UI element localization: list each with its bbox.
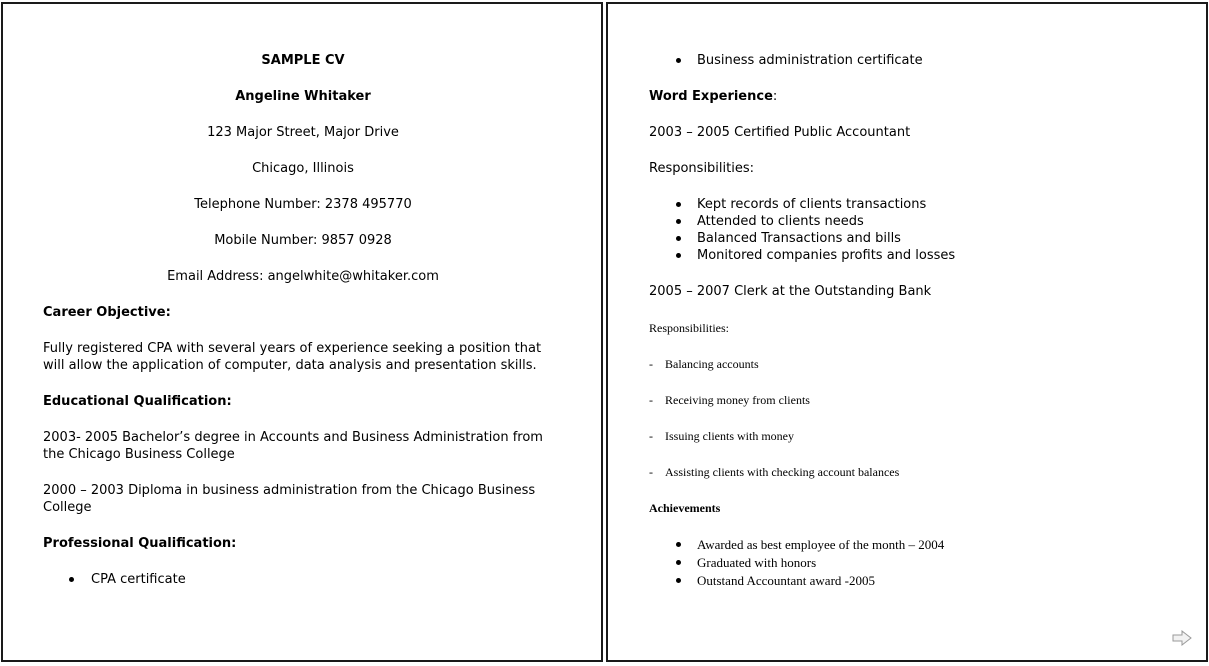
responsibilities-heading-1: Responsibilities: [649, 161, 754, 176]
bullet-icon [676, 58, 681, 63]
list-item: Business administration certificate [697, 53, 923, 68]
educational-qualification-heading: Educational Qualification: [43, 394, 232, 409]
list-item: Balanced Transactions and bills [697, 231, 901, 246]
dash-icon: - [649, 465, 653, 479]
list-item: Awarded as best employee of the month – 2004 [697, 537, 945, 552]
job-entry-2: 2005 – 2007 Clerk at the Outstanding Bank [649, 284, 932, 299]
dash-icon: - [649, 393, 653, 407]
career-objective-heading: Career Objective: [43, 305, 171, 320]
responsibilities-heading-2: Responsibilities: [649, 321, 730, 335]
bullet-icon [676, 560, 681, 565]
bullet-icon [69, 577, 74, 582]
list-item: Graduated with honors [697, 555, 817, 570]
mobile-number: Mobile Number: 9857 0928 [214, 233, 392, 248]
address-line-2: Chicago, Illinois [252, 161, 354, 176]
bullet-icon [676, 542, 681, 547]
list-item: Balancing accounts [665, 357, 759, 371]
bullet-icon [676, 578, 681, 583]
career-objective-text: Fully registered CPA with several years of experience seeking a position that will allow the application of computer, data analysis and presentation skills. [43, 341, 542, 373]
job-entry-1: 2003 – 2005 Certified Public Accountant [649, 125, 911, 140]
education-entry-1: 2003- 2005 Bachelor’s degree in Accounts and Business Administration from the Chicago Business College [43, 430, 543, 462]
email-address: Email Address: angelwhite@whitaker.com [167, 269, 439, 284]
list-item: Outstand Accountant award -2005 [697, 573, 875, 588]
achievements-heading: Achievements [649, 501, 721, 515]
document-title: SAMPLE CV [261, 53, 345, 68]
candidate-name: Angeline Whitaker [235, 89, 371, 104]
list-item: Receiving money from clients [665, 393, 810, 407]
next-page-arrow-icon[interactable] [1172, 630, 1192, 646]
list-item: Attended to clients needs [697, 214, 864, 229]
telephone-number: Telephone Number: 2378 495770 [194, 197, 412, 212]
work-experience-heading-text: Word Experience [649, 89, 773, 104]
list-item: CPA certificate [91, 572, 186, 587]
work-experience-heading-colon: : [772, 89, 778, 104]
address-line-1: 123 Major Street, Major Drive [207, 125, 399, 140]
bullet-icon [676, 202, 681, 207]
education-entry-2: 2000 – 2003 Diploma in business administration from the Chicago Business College [43, 483, 536, 515]
bullet-icon [676, 253, 681, 258]
bullet-icon [676, 219, 681, 224]
list-item: Issuing clients with money [665, 429, 794, 443]
cv-page-right [606, 2, 1208, 662]
dash-icon: - [649, 429, 653, 443]
list-item: Kept records of clients transactions [697, 197, 927, 212]
list-item: Monitored companies profits and losses [697, 248, 956, 263]
bullet-icon [676, 236, 681, 241]
professional-qualification-heading: Professional Qualification: [43, 536, 237, 551]
dash-icon: - [649, 357, 653, 371]
list-item: Assisting clients with checking account balances [665, 465, 900, 479]
work-experience-heading [649, 88, 777, 105]
cv-page-left [1, 2, 603, 662]
